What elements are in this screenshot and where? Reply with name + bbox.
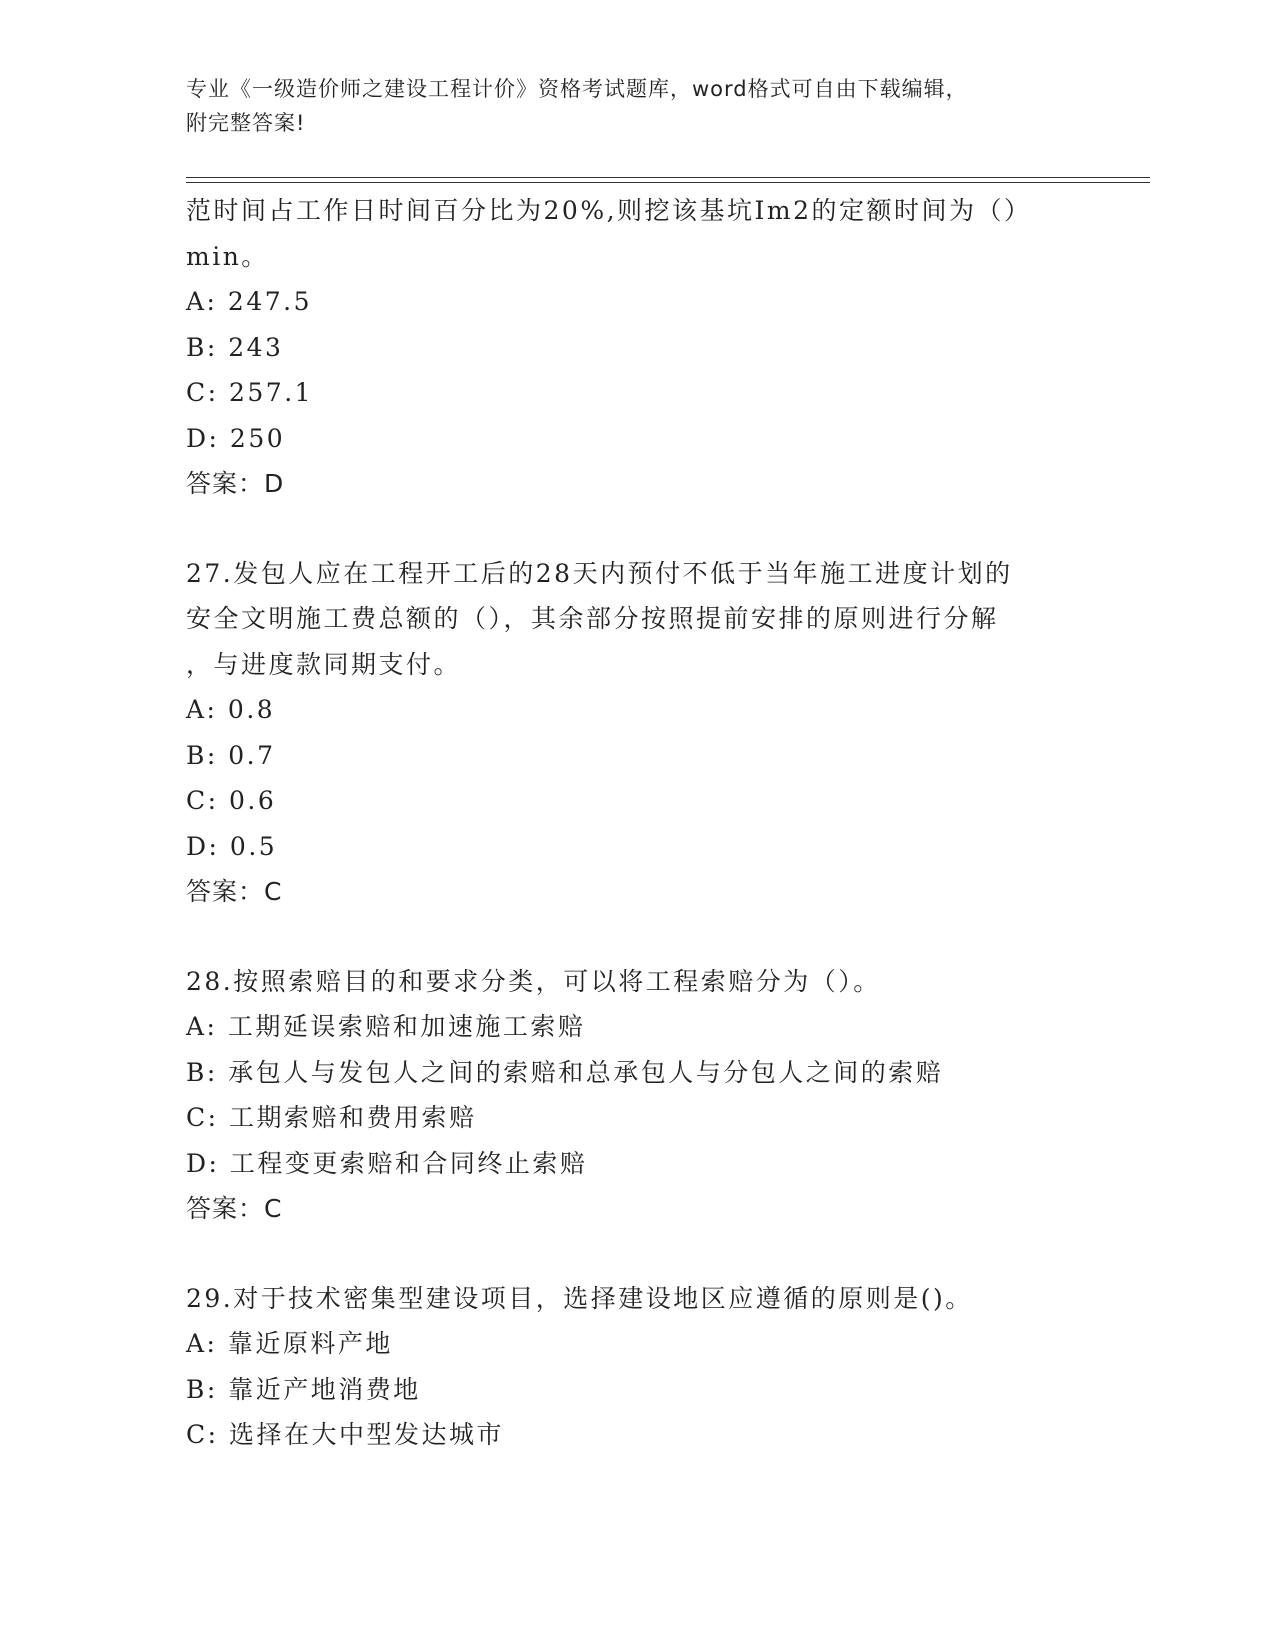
option-b: B: 承包人与发包人之间的索赔和总承包人与分包人之间的索赔 <box>186 1057 944 1087</box>
option-d: D: 0.5 <box>186 831 278 861</box>
question-stem-line: 28.按照索赔目的和要求分类，可以将工程索赔分为（）。 <box>186 966 881 996</box>
answer-line: 答案：C <box>186 1194 283 1223</box>
document-header <box>186 72 1086 140</box>
option-b: B: 0.7 <box>186 740 276 770</box>
question-spacer <box>186 915 1086 959</box>
question-stem-line: 29.对于技术密集型建设项目，选择建设地区应遵循的原则是()。 <box>186 1283 973 1313</box>
option-c: C: 257.1 <box>186 378 314 407</box>
option-a: A: 0.8 <box>186 695 276 724</box>
option-b: B: 243 <box>186 332 284 362</box>
header-divider-bottom <box>186 182 1150 183</box>
question-stem-line: 安全文明施工费总额的（），其余部分按照提前安排的原则进行分解 <box>186 604 999 633</box>
option-a: A: 247.5 <box>186 287 312 316</box>
question-spacer <box>186 507 1086 551</box>
header-line-2: 附完整答案! <box>186 111 306 135</box>
question-27 <box>186 551 1086 915</box>
question-stem-line: 范时间占工作日时间百分比为20%,则挖该基坑Im2的定额时间为（） <box>186 196 1032 225</box>
option-d: D: 250 <box>186 423 286 453</box>
answer-line: 答案：D <box>186 469 285 498</box>
header-divider-top <box>186 177 1150 178</box>
question-28 <box>186 959 1086 1232</box>
question-26 <box>186 188 1086 507</box>
question-stem-line: min。 <box>186 241 269 271</box>
header-line-1: 专业《一级造价师之建设工程计价》资格考试题库，word格式可自由下载编辑， <box>186 77 968 101</box>
question-29 <box>186 1276 1086 1458</box>
option-d: D: 工程变更索赔和合同终止索赔 <box>186 1148 588 1178</box>
option-c: C: 选择在大中型发达城市 <box>186 1420 504 1449</box>
question-list <box>186 188 1086 1458</box>
option-c: C: 0.6 <box>186 786 277 815</box>
option-c: C: 工期索赔和费用索赔 <box>186 1103 477 1132</box>
answer-line: 答案：C <box>186 877 283 906</box>
option-a: A: 靠近原料产地 <box>186 1329 393 1358</box>
question-stem-line: 27.发包人应在工程开工后的28天内预付不低于当年施工进度计划的 <box>186 558 1013 588</box>
question-stem-line: ，与进度款同期支付。 <box>186 649 462 679</box>
option-a: A: 工期延误索赔和加速施工索赔 <box>186 1012 586 1041</box>
question-spacer <box>186 1232 1086 1276</box>
option-b: B: 靠近产地消费地 <box>186 1374 421 1404</box>
